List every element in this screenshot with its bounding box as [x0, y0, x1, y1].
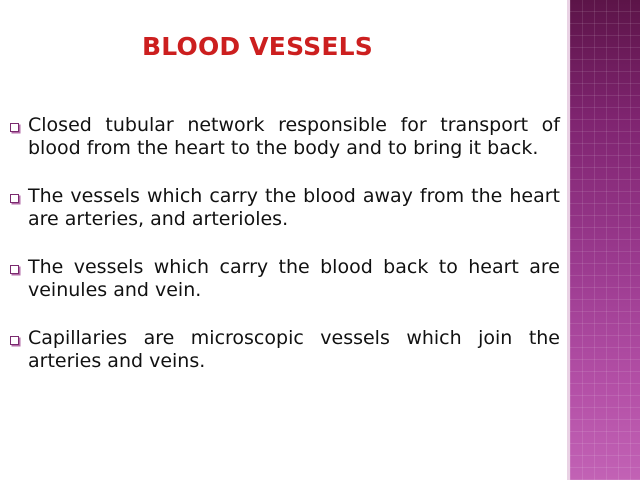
slide-title: BLOOD VESSELS — [142, 32, 373, 61]
hollow-square-bullet-icon — [10, 123, 19, 132]
bullet-item — [8, 185, 560, 231]
bullet-text: The vessels which carry the blood back to heart are veinules and vein. — [28, 256, 560, 301]
hollow-square-bullet-icon — [10, 194, 19, 203]
bullet-list — [8, 114, 560, 398]
bullet-text: Closed tubular network responsible for transport of blood from the heart to the body and to bring it back. — [28, 114, 560, 159]
hollow-square-bullet-icon — [10, 336, 19, 345]
hollow-square-bullet-icon — [10, 265, 19, 274]
decorative-side-band — [570, 0, 640, 480]
bullet-item — [8, 114, 560, 160]
bullet-text: Capillaries are microscopic vessels which join the arteries and veins. — [28, 327, 560, 372]
bullet-item — [8, 327, 560, 373]
bullet-text: The vessels which carry the blood away from the heart are arteries, and arterioles. — [28, 185, 560, 230]
bullet-item — [8, 256, 560, 302]
